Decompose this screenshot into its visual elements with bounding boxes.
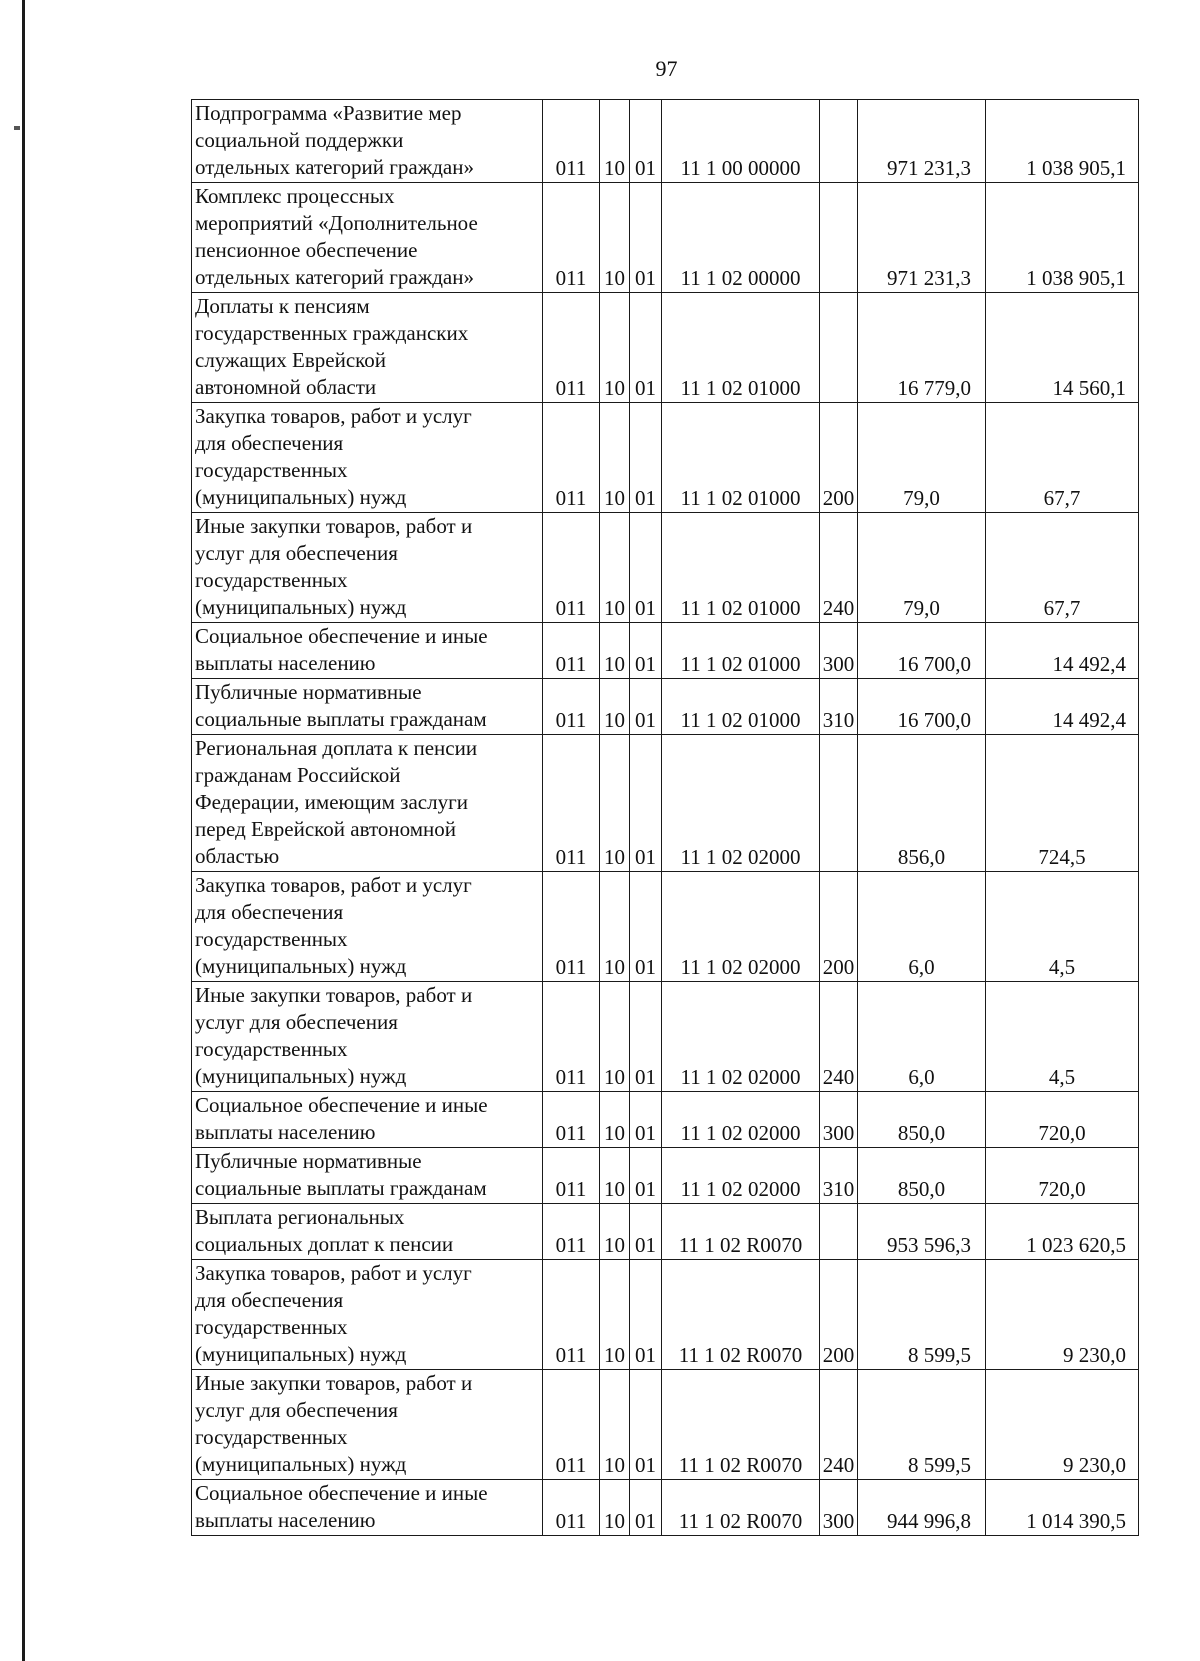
cell-target-article: 11 1 02 01000: [662, 403, 820, 513]
cell-expense-type: [820, 735, 858, 872]
item-name-line: для обеспечения: [195, 900, 344, 924]
cell-gr: 011: [543, 1148, 600, 1204]
cell-item-name: [192, 872, 543, 982]
cell-sum-year-1: 8 599,5: [858, 1260, 986, 1370]
cell-rz: 10: [600, 1148, 630, 1204]
table-row: [192, 1480, 1139, 1536]
cell-gr: 011: [543, 1260, 600, 1370]
cell-rz: 10: [600, 623, 630, 679]
cell-item-name: [192, 1092, 543, 1148]
cell-sum-year-1: 8 599,5: [858, 1370, 986, 1480]
cell-gr: 011: [543, 183, 600, 293]
cell-rz: 10: [600, 1480, 630, 1536]
cell-pr: 01: [630, 872, 662, 982]
item-name-line: мероприятий «Дополнительное: [195, 211, 478, 235]
cell-rz: 10: [600, 1204, 630, 1260]
table-row: [192, 679, 1139, 735]
item-name-line: (муниципальных) нужд: [195, 1064, 407, 1088]
cell-pr: 01: [630, 1480, 662, 1536]
cell-item-name: [192, 1480, 543, 1536]
item-name-line: социальные выплаты гражданам: [195, 1176, 487, 1200]
cell-sum-year-2: 67,7: [986, 403, 1139, 513]
cell-rz: 10: [600, 183, 630, 293]
item-name-line: Региональная доплата к пенсии: [195, 736, 478, 760]
table-row: [192, 623, 1139, 679]
cell-sum-year-1: 856,0: [858, 735, 986, 872]
cell-sum-year-2: 724,5: [986, 735, 1139, 872]
item-name-line: государственных: [195, 1425, 348, 1449]
cell-gr: 011: [543, 872, 600, 982]
cell-rz: 10: [600, 513, 630, 623]
cell-target-article: 11 1 00 00000: [662, 100, 820, 183]
item-name-line: (муниципальных) нужд: [195, 1342, 407, 1366]
cell-target-article: 11 1 02 R0070: [662, 1260, 820, 1370]
item-name-line: (муниципальных) нужд: [195, 1452, 407, 1476]
cell-rz: 10: [600, 403, 630, 513]
cell-item-name: [192, 735, 543, 872]
item-name-line: для обеспечения: [195, 1288, 344, 1312]
cell-sum-year-2: 720,0: [986, 1148, 1139, 1204]
cell-sum-year-2: 1 038 905,1: [986, 183, 1139, 293]
item-name-line: Социальное обеспечение и иные: [195, 624, 488, 648]
cell-item-name: [192, 513, 543, 623]
cell-gr: 011: [543, 513, 600, 623]
cell-expense-type: 200: [820, 872, 858, 982]
cell-pr: 01: [630, 982, 662, 1092]
cell-gr: 011: [543, 1370, 600, 1480]
cell-sum-year-1: 16 700,0: [858, 623, 986, 679]
table-row: [192, 513, 1139, 623]
cell-rz: 10: [600, 872, 630, 982]
table-row: [192, 1204, 1139, 1260]
binding-edge-mark: [14, 126, 20, 130]
item-name-line: Закупка товаров, работ и услуг: [195, 404, 472, 428]
cell-sum-year-2: 4,5: [986, 982, 1139, 1092]
cell-item-name: [192, 293, 543, 403]
cell-pr: 01: [630, 100, 662, 183]
cell-sum-year-1: 944 996,8: [858, 1480, 986, 1536]
cell-gr: 011: [543, 403, 600, 513]
cell-expense-type: 240: [820, 1370, 858, 1480]
cell-sum-year-1: 6,0: [858, 872, 986, 982]
item-name-line: автономной области: [195, 375, 377, 399]
cell-item-name: [192, 1204, 543, 1260]
cell-pr: 01: [630, 1092, 662, 1148]
cell-target-article: 11 1 02 02000: [662, 1148, 820, 1204]
cell-target-article: 11 1 02 R0070: [662, 1480, 820, 1536]
cell-gr: 011: [543, 100, 600, 183]
item-name-line: услуг для обеспечения: [195, 541, 398, 565]
cell-sum-year-2: 720,0: [986, 1092, 1139, 1148]
item-name-line: социальные выплаты гражданам: [195, 707, 487, 731]
cell-sum-year-1: 79,0: [858, 403, 986, 513]
cell-expense-type: 310: [820, 679, 858, 735]
cell-sum-year-1: 971 231,3: [858, 183, 986, 293]
cell-expense-type: 300: [820, 1092, 858, 1148]
cell-sum-year-1: 850,0: [858, 1148, 986, 1204]
cell-rz: 10: [600, 293, 630, 403]
item-name-line: Закупка товаров, работ и услуг: [195, 873, 472, 897]
cell-item-name: [192, 982, 543, 1092]
cell-gr: 011: [543, 623, 600, 679]
item-name-line: Иные закупки товаров, работ и: [195, 983, 473, 1007]
item-name-line: (муниципальных) нужд: [195, 485, 407, 509]
item-name-line: перед Еврейской автономной: [195, 817, 457, 841]
item-name-line: социальных доплат к пенсии: [195, 1232, 454, 1256]
cell-expense-type: 200: [820, 403, 858, 513]
cell-pr: 01: [630, 1148, 662, 1204]
cell-pr: 01: [630, 293, 662, 403]
cell-sum-year-2: 4,5: [986, 872, 1139, 982]
cell-target-article: 11 1 02 02000: [662, 872, 820, 982]
item-name-line: Комплекс процессных: [195, 184, 395, 208]
item-name-line: отдельных категорий граждан»: [195, 155, 474, 179]
cell-item-name: [192, 1260, 543, 1370]
cell-sum-year-1: 16 779,0: [858, 293, 986, 403]
item-name-line: областью: [195, 844, 280, 868]
item-name-line: (муниципальных) нужд: [195, 595, 407, 619]
cell-item-name: [192, 1370, 543, 1480]
cell-expense-type: 240: [820, 982, 858, 1092]
cell-expense-type: [820, 183, 858, 293]
cell-item-name: [192, 183, 543, 293]
cell-pr: 01: [630, 1204, 662, 1260]
cell-pr: 01: [630, 735, 662, 872]
cell-sum-year-2: 1 014 390,5: [986, 1480, 1139, 1536]
table-row: [192, 403, 1139, 513]
budget-table-body: [192, 100, 1139, 1536]
cell-gr: 011: [543, 1480, 600, 1536]
cell-expense-type: [820, 100, 858, 183]
table-row: [192, 1092, 1139, 1148]
cell-gr: 011: [543, 1092, 600, 1148]
cell-expense-type: 310: [820, 1148, 858, 1204]
cell-rz: 10: [600, 1092, 630, 1148]
cell-expense-type: [820, 1204, 858, 1260]
cell-gr: 011: [543, 735, 600, 872]
item-name-line: Федерации, имеющим заслуги: [195, 790, 468, 814]
table-row: [192, 735, 1139, 872]
item-name-line: социальной поддержки: [195, 128, 404, 152]
cell-item-name: [192, 100, 543, 183]
cell-gr: 011: [543, 982, 600, 1092]
cell-target-article: 11 1 02 01000: [662, 513, 820, 623]
cell-pr: 01: [630, 513, 662, 623]
cell-target-article: 11 1 02 02000: [662, 982, 820, 1092]
item-name-line: отдельных категорий граждан»: [195, 265, 474, 289]
cell-rz: 10: [600, 679, 630, 735]
item-name-line: государственных: [195, 458, 348, 482]
cell-pr: 01: [630, 679, 662, 735]
item-name-line: Социальное обеспечение и иные: [195, 1093, 488, 1117]
item-name-line: служащих Еврейской: [195, 348, 387, 372]
item-name-line: Выплата региональных: [195, 1205, 405, 1229]
cell-sum-year-1: 850,0: [858, 1092, 986, 1148]
table-row: [192, 1370, 1139, 1480]
cell-rz: 10: [600, 982, 630, 1092]
item-name-line: государственных: [195, 927, 348, 951]
item-name-line: Публичные нормативные: [195, 1149, 422, 1173]
item-name-line: Закупка товаров, работ и услуг: [195, 1261, 472, 1285]
page-number: 97: [655, 56, 678, 81]
cell-sum-year-1: 6,0: [858, 982, 986, 1092]
item-name-line: услуг для обеспечения: [195, 1398, 398, 1422]
table-row: [192, 183, 1139, 293]
item-name-line: государственных: [195, 1315, 348, 1339]
table-row: [192, 1260, 1139, 1370]
item-name-line: для обеспечения: [195, 431, 344, 455]
cell-rz: 10: [600, 1260, 630, 1370]
item-name-line: пенсионное обеспечение: [195, 238, 418, 262]
item-name-line: (муниципальных) нужд: [195, 954, 407, 978]
cell-target-article: 11 1 02 00000: [662, 183, 820, 293]
table-row: [192, 872, 1139, 982]
cell-sum-year-2: 1 038 905,1: [986, 100, 1139, 183]
cell-rz: 10: [600, 1370, 630, 1480]
cell-item-name: [192, 679, 543, 735]
cell-sum-year-2: 14 492,4: [986, 679, 1139, 735]
table-row: [192, 1148, 1139, 1204]
item-name-line: Доплаты к пенсиям: [195, 294, 370, 318]
cell-pr: 01: [630, 1370, 662, 1480]
item-name-line: государственных: [195, 1037, 348, 1061]
cell-expense-type: [820, 293, 858, 403]
cell-target-article: 11 1 02 01000: [662, 293, 820, 403]
cell-expense-type: 240: [820, 513, 858, 623]
binding-edge-line: [22, 0, 25, 1661]
item-name-line: выплаты населению: [195, 1120, 376, 1144]
cell-rz: 10: [600, 100, 630, 183]
cell-sum-year-2: 67,7: [986, 513, 1139, 623]
cell-expense-type: 300: [820, 1480, 858, 1536]
cell-gr: 011: [543, 1204, 600, 1260]
item-name-line: государственных: [195, 568, 348, 592]
budget-table: [191, 99, 1139, 1536]
item-name-line: Иные закупки товаров, работ и: [195, 514, 473, 538]
item-name-line: услуг для обеспечения: [195, 1010, 398, 1034]
cell-sum-year-1: 971 231,3: [858, 100, 986, 183]
cell-sum-year-2: 9 230,0: [986, 1260, 1139, 1370]
cell-item-name: [192, 1148, 543, 1204]
cell-target-article: 11 1 02 01000: [662, 679, 820, 735]
cell-pr: 01: [630, 183, 662, 293]
cell-expense-type: 200: [820, 1260, 858, 1370]
item-name-line: Публичные нормативные: [195, 680, 422, 704]
item-name-line: выплаты населению: [195, 1508, 376, 1532]
cell-target-article: 11 1 02 02000: [662, 1092, 820, 1148]
item-name-line: Социальное обеспечение и иные: [195, 1481, 488, 1505]
item-name-line: выплаты населению: [195, 651, 376, 675]
cell-item-name: [192, 623, 543, 679]
cell-target-article: 11 1 02 R0070: [662, 1204, 820, 1260]
cell-pr: 01: [630, 623, 662, 679]
table-row: [192, 100, 1139, 183]
cell-sum-year-2: 1 023 620,5: [986, 1204, 1139, 1260]
cell-target-article: 11 1 02 R0070: [662, 1370, 820, 1480]
cell-gr: 011: [543, 679, 600, 735]
cell-target-article: 11 1 02 01000: [662, 623, 820, 679]
cell-item-name: [192, 403, 543, 513]
item-name-line: Подпрограмма «Развитие мер: [195, 101, 462, 125]
item-name-line: Иные закупки товаров, работ и: [195, 1371, 473, 1395]
item-name-line: государственных гражданских: [195, 321, 469, 345]
cell-sum-year-2: 14 492,4: [986, 623, 1139, 679]
cell-sum-year-2: 9 230,0: [986, 1370, 1139, 1480]
cell-sum-year-1: 16 700,0: [858, 679, 986, 735]
cell-gr: 011: [543, 293, 600, 403]
item-name-line: гражданам Российской: [195, 763, 401, 787]
cell-pr: 01: [630, 1260, 662, 1370]
cell-target-article: 11 1 02 02000: [662, 735, 820, 872]
table-row: [192, 293, 1139, 403]
cell-sum-year-2: 14 560,1: [986, 293, 1139, 403]
cell-sum-year-1: 953 596,3: [858, 1204, 986, 1260]
table-row: [192, 982, 1139, 1092]
cell-rz: 10: [600, 735, 630, 872]
cell-expense-type: 300: [820, 623, 858, 679]
cell-sum-year-1: 79,0: [858, 513, 986, 623]
cell-pr: 01: [630, 403, 662, 513]
